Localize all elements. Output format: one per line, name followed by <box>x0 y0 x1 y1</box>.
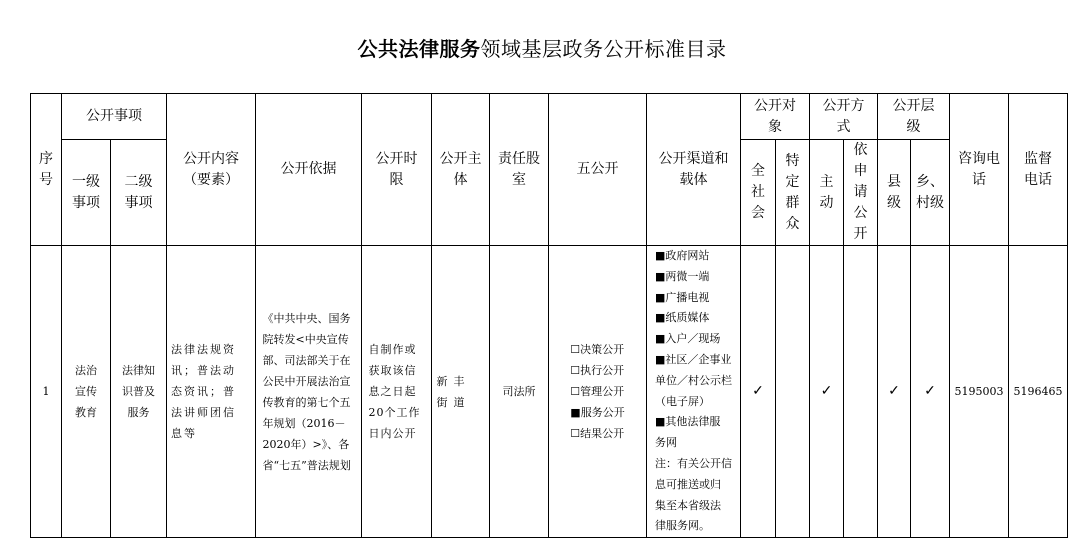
header-content: 公开内容（要素） <box>167 94 256 246</box>
header-level1: 一级事项 <box>62 140 111 246</box>
cell-apply-empty <box>844 246 878 538</box>
five-item: ☐管理公开 <box>570 385 625 399</box>
cell-seq: 1 <box>31 246 62 538</box>
title-bold: 公共法律服务 <box>357 37 481 61</box>
channel-item: ■纸质媒体 <box>655 311 710 325</box>
header-public-items: 公开事项 <box>62 94 167 140</box>
cell-dept: 司法所 <box>490 246 549 538</box>
header-subject: 公开主体 <box>432 94 490 246</box>
header-target: 公开对象 <box>741 94 810 140</box>
header-level-town: 乡、村级 <box>911 140 950 246</box>
cell-supervise-phone: 5196465 <box>1009 246 1068 538</box>
header-level: 公开层级 <box>878 94 950 140</box>
five-item: ■服务公开 <box>570 406 625 420</box>
cell-specific-empty <box>776 246 810 538</box>
channel-item: ■社区／企事业 <box>655 352 732 366</box>
header-level-county: 县级 <box>878 140 911 246</box>
five-item: ☐决策公开 <box>570 343 625 357</box>
channel-item: ■政府网站 <box>655 249 710 262</box>
cell-level2: 法律知识普及服务 <box>111 246 167 538</box>
channel-item: ■其他法律服 <box>655 415 721 429</box>
cell-content: 法律法规资讯；普法动态资讯；普法讲师团信息等 <box>167 246 256 538</box>
header-time: 公开时限 <box>362 94 432 246</box>
header-target-all: 全社会 <box>741 140 776 246</box>
cell-channels <box>647 246 741 538</box>
cell-consult-phone: 5195003 <box>950 246 1009 538</box>
channel-note: 息可推送或归 <box>655 477 721 491</box>
directory-table <box>30 93 1068 538</box>
channel-note: 注：有关公开信 <box>655 456 732 470</box>
channel-item: ■两微一端 <box>655 269 710 283</box>
header-method-apply: 依申请公开 <box>844 140 878 246</box>
header-dept: 责任股室 <box>490 94 549 246</box>
channel-item: 务网 <box>655 436 677 450</box>
title-rest: 领域基层政务公开标准目录 <box>480 37 727 61</box>
header-basis: 公开依据 <box>256 94 362 246</box>
cell-five <box>549 246 647 538</box>
check-county: ✓ <box>878 246 911 538</box>
channel-item: ■广播电视 <box>655 290 710 304</box>
header-supervise: 监督电话 <box>1009 94 1068 246</box>
channel-item: ■入户／现场 <box>655 332 721 346</box>
cell-basis: 《中共中央、国务院转发<中央宣传部、司法部关于在公民中开展法治宣传教育的第七个五年规划（2016－2020年）>》、各省“七五”普法规划 <box>256 246 362 538</box>
five-item: ☐执行公开 <box>570 364 625 378</box>
header-seq: 序号 <box>31 94 62 246</box>
cell-time: 自制作或获取该信息之日起20个工作日内公开 <box>362 246 432 538</box>
header-level2: 二级事项 <box>111 140 167 246</box>
header-consult: 咨询电话 <box>950 94 1009 246</box>
header-five: 五公开 <box>549 94 647 246</box>
channel-note: 律服务网。 <box>655 519 710 533</box>
channel-item: （电子屏） <box>655 394 710 408</box>
check-all-society: ✓ <box>741 246 776 538</box>
check-town: ✓ <box>911 246 950 538</box>
channel-item: 单位／村公示栏 <box>655 373 732 387</box>
header-target-specific: 特定群众 <box>776 140 810 246</box>
header-channel: 公开渠道和载体 <box>647 94 741 246</box>
channel-note: 集至本省级法 <box>655 498 721 512</box>
cell-level1: 法治宣传教育 <box>62 246 111 538</box>
header-method: 公开方式 <box>810 94 878 140</box>
five-item: ☐结果公开 <box>570 427 625 441</box>
header-method-active: 主动 <box>810 140 844 246</box>
channel-list <box>655 246 732 537</box>
five-list <box>570 339 624 444</box>
check-active: ✓ <box>810 246 844 538</box>
page-title <box>0 33 1084 62</box>
cell-subject: 新丰街道 <box>432 246 490 538</box>
